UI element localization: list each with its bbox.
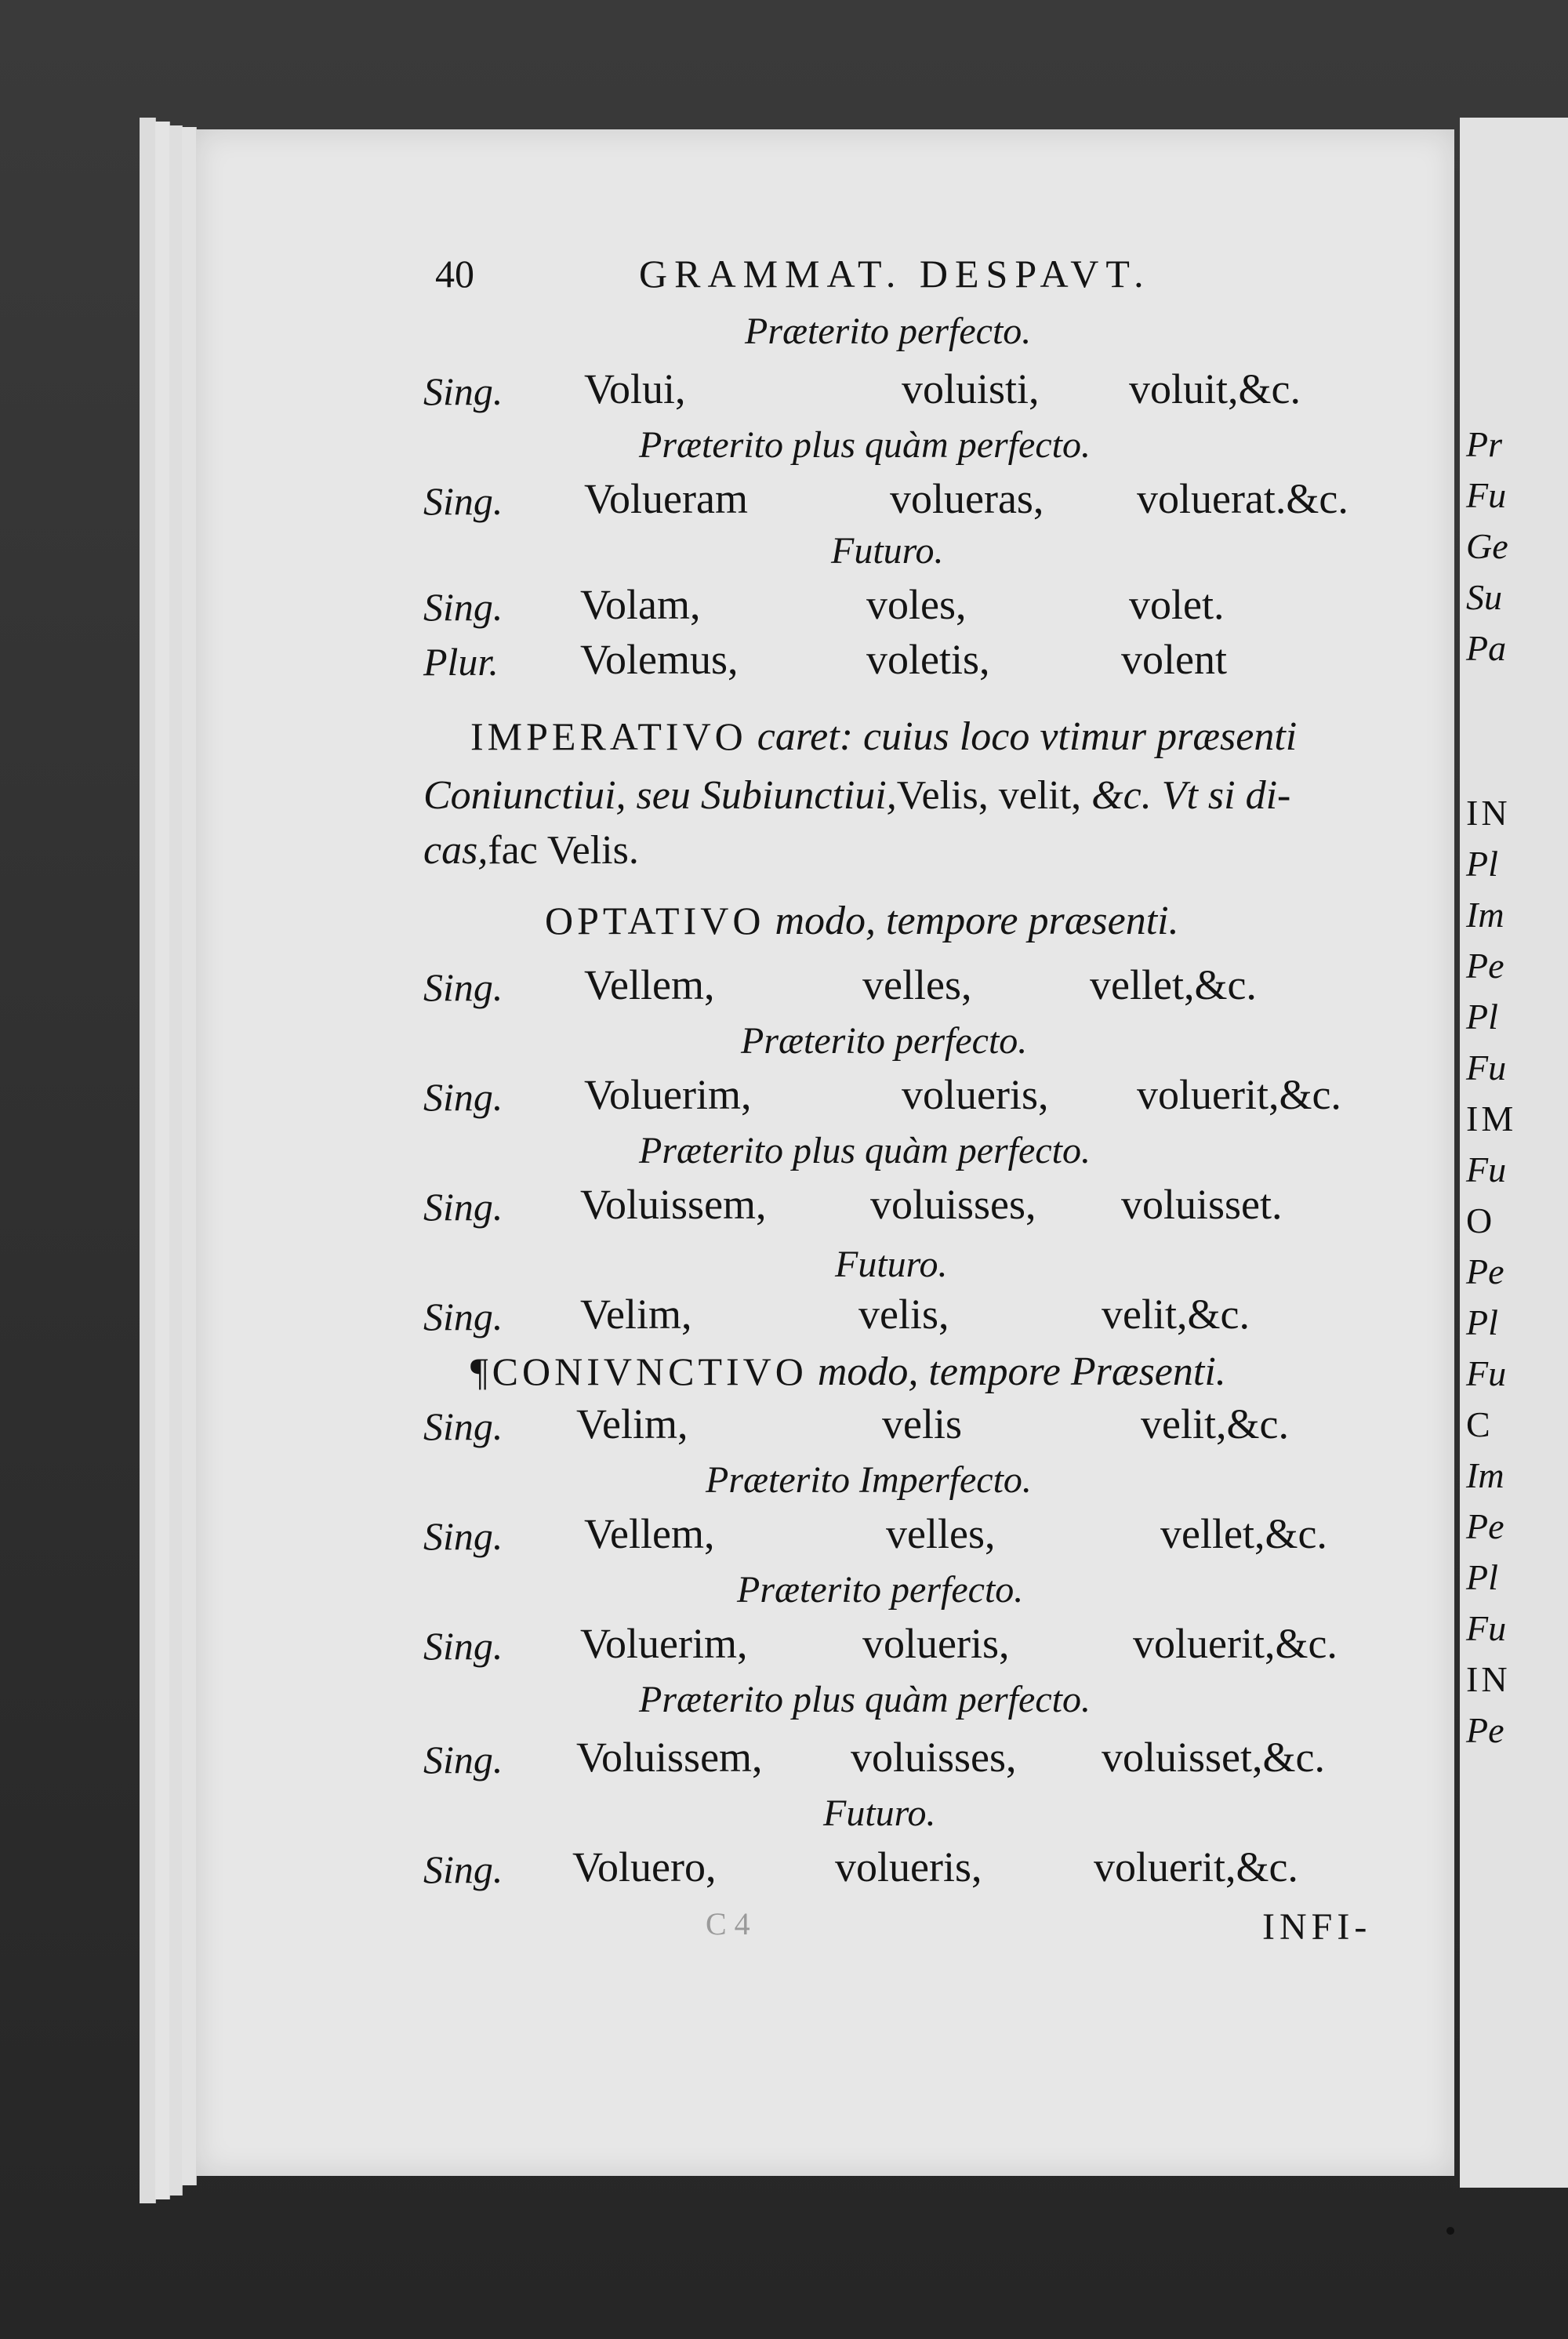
facing-fragment: O	[1466, 1200, 1496, 1240]
verb-form: Voluissem,	[576, 1734, 763, 1781]
mood-name: IMPERATIVO	[470, 714, 747, 758]
verb-form: volueris,	[835, 1843, 982, 1890]
verb-form: voluisses,	[870, 1181, 1036, 1228]
verb-form: vellet,&c.	[1160, 1510, 1327, 1557]
facing-fragment: Ge	[1466, 526, 1508, 566]
facing-fragment: Pl	[1466, 1557, 1498, 1597]
verb-form: voluisset.	[1121, 1181, 1283, 1228]
number-label: Sing.	[423, 1847, 503, 1891]
page-edge	[169, 125, 183, 2196]
verb-form: Velim,	[580, 1291, 692, 1338]
page-edge	[155, 122, 170, 2199]
verb-form: volueras,	[890, 475, 1044, 522]
verb-form: volent	[1121, 636, 1227, 683]
running-title: GRAMMAT. DESPAVT.	[639, 252, 1151, 296]
tense-heading: Futuro.	[823, 1792, 936, 1834]
facing-fragment: IM	[1466, 1099, 1517, 1139]
facing-fragment: C	[1466, 1404, 1494, 1444]
imperative-line-3	[423, 827, 639, 873]
tense-heading: Futuro.	[835, 1244, 948, 1285]
mood-heading-text: modo, tempore Præsenti.	[817, 1349, 1226, 1394]
tense-heading: Præterito perfecto.	[737, 1569, 1024, 1611]
verb-form: vellet,&c.	[1090, 961, 1257, 1008]
number-label: Sing.	[423, 1514, 503, 1558]
verb-form: voletis,	[866, 636, 990, 683]
verb-form: Vellem,	[584, 961, 715, 1008]
imperative-text: Coniunctiui, seu Subiunctiui,	[423, 773, 897, 818]
imperative-text: cas,	[423, 828, 488, 873]
verb-form: Velim,	[576, 1400, 688, 1447]
verb-form: Volemus,	[580, 636, 739, 683]
facing-fragment: Pe	[1466, 946, 1504, 986]
mood-heading	[545, 898, 1179, 944]
verb-form: volueris,	[862, 1620, 1010, 1667]
imperative-line-1	[470, 714, 1297, 760]
verb-form: Volueram	[584, 475, 748, 522]
verb-form: Volui,	[584, 365, 686, 412]
facing-fragment: Fu	[1466, 1048, 1507, 1088]
mood-name: ¶CONIVNCTIVO	[470, 1349, 808, 1393]
imperative-text: Velis, velit,	[896, 773, 1082, 818]
ink-speck-icon	[1435, 2215, 1466, 2246]
number-label: Sing.	[423, 369, 503, 413]
imperative-text: caret: cuius loco vtimur præsenti	[757, 714, 1298, 759]
verb-form: volueris,	[902, 1071, 1049, 1118]
tense-heading: Futuro.	[831, 530, 944, 572]
verb-form: voluerat.&c.	[1137, 475, 1348, 522]
number-label: Plur.	[423, 640, 499, 684]
tense-heading: Præterito perfecto.	[741, 1020, 1028, 1062]
facing-fragment: IN	[1466, 793, 1511, 833]
facing-fragment: Im	[1466, 1455, 1504, 1495]
facing-fragment: Fu	[1466, 1150, 1507, 1189]
verb-form: Volam,	[580, 581, 701, 628]
page-number: 40	[435, 252, 474, 296]
facing-fragment: Fu	[1466, 475, 1507, 515]
number-label: Sing.	[423, 479, 503, 523]
verb-form: voluit,&c.	[1129, 365, 1301, 412]
signature-mark: C 4	[706, 1906, 750, 1941]
facing-fragment: Fu	[1466, 1608, 1507, 1648]
facing-fragment: Su	[1466, 577, 1502, 617]
facing-fragment: Pe	[1466, 1251, 1504, 1291]
number-label: Sing.	[423, 1075, 503, 1119]
mood-heading-text: modo, tempore præsenti.	[775, 899, 1179, 943]
page-edge	[140, 118, 156, 2203]
facing-fragment: Im	[1466, 895, 1504, 935]
tense-heading: Præterito plus quàm perfecto.	[639, 1130, 1091, 1171]
verb-form: Voluissem,	[580, 1181, 767, 1228]
verb-form: velit,&c.	[1102, 1291, 1250, 1338]
verb-form: Voluerim,	[584, 1071, 752, 1118]
verb-form: velles,	[862, 961, 972, 1008]
number-label: Sing.	[423, 1624, 503, 1668]
facing-page	[1460, 118, 1568, 2188]
tense-heading: Præterito perfecto.	[745, 311, 1032, 352]
page-edge	[182, 127, 197, 2185]
verb-form: velis,	[858, 1291, 949, 1338]
facing-fragment: Pl	[1466, 844, 1498, 884]
imperative-line-2	[423, 772, 1290, 819]
facing-fragment: Pa	[1466, 628, 1507, 668]
verb-form: voluisti,	[902, 365, 1040, 412]
number-label: Sing.	[423, 1185, 503, 1229]
facing-fragment: Pe	[1466, 1506, 1504, 1546]
verb-form: Voluero,	[572, 1843, 717, 1890]
verb-form: Voluerim,	[580, 1620, 748, 1667]
facing-fragment: Pe	[1466, 1710, 1504, 1750]
imperative-text: fac Velis.	[488, 828, 639, 873]
imperative-text: &c. Vt si di-	[1091, 773, 1291, 818]
verb-form: volet.	[1129, 581, 1225, 628]
tense-heading: Præterito plus quàm perfecto.	[639, 1679, 1091, 1720]
catchword: INFI-	[1262, 1906, 1372, 1948]
verb-form: velis	[882, 1400, 962, 1447]
mood-heading	[470, 1349, 1226, 1395]
verb-form: voles,	[866, 581, 967, 628]
number-label: Sing.	[423, 965, 503, 1009]
facing-fragment: IN	[1466, 1659, 1511, 1699]
tense-heading: Præterito Imperfecto.	[706, 1459, 1032, 1501]
verb-form: velit,&c.	[1141, 1400, 1289, 1447]
facing-fragment: Fu	[1466, 1353, 1507, 1393]
number-label: Sing.	[423, 1404, 503, 1448]
mood-name: OPTATIVO	[545, 899, 765, 943]
verb-form: Vellem,	[584, 1510, 715, 1557]
tense-heading: Præterito plus quàm perfecto.	[639, 424, 1091, 466]
verb-form: voluisses,	[851, 1734, 1017, 1781]
number-label: Sing.	[423, 585, 503, 629]
verb-form: voluerit,&c.	[1133, 1620, 1338, 1667]
number-label: Sing.	[423, 1738, 503, 1781]
verb-form: voluerit,&c.	[1137, 1071, 1341, 1118]
facing-fragment: Pr	[1466, 424, 1502, 464]
verb-form: voluerit,&c.	[1094, 1843, 1298, 1890]
verb-form: velles,	[886, 1510, 996, 1557]
facing-fragment: Pl	[1466, 1302, 1498, 1342]
number-label: Sing.	[423, 1295, 503, 1338]
facing-fragment: Pl	[1466, 997, 1498, 1037]
verb-form: voluisset,&c.	[1102, 1734, 1325, 1781]
